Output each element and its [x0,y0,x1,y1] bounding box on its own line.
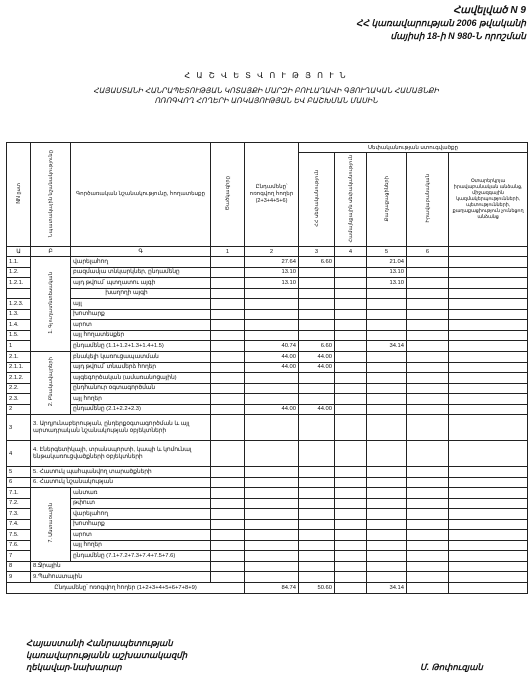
table-row: 1.2.1. այդ թվում՝ պտղատու այգի 13.10 13.10 [7,278,528,289]
table-row: 7.1. 7. Անտառային անտառ [7,488,528,499]
group-forest: 7. Անտառային [31,488,71,562]
header-category: Նպատակային նշանակությունը [31,143,71,247]
table-row: 5 5. Հատուկ պահպանվող տարածքների [7,467,528,478]
header-citizens: Քաղաքացիների [367,153,407,247]
header-state: ՀՀ սեփականություն [299,153,335,247]
table-row: 2.2. ընդհանուր օգտագործման [7,383,528,394]
header-foreign: Օտարերկրյա իրավաբանական անձանց, միջազգային կազմակերպությունների, պետությունների, քաղաքացիություն չունեցող անձանց [449,153,528,247]
table-row: 1.3. խոտհարք [7,309,528,320]
header-code: Ծածկագիրը [211,143,245,247]
table-row: 1.5. այլ հողատեսքեր [7,330,528,341]
table-row: 1.2. բազմամյա տնկարկներ, ընդամենը 13.10 13.10 [7,267,528,278]
table-row: 2.1. 2. Բնակավայրերի բնակելի կառուցապատման 44.00 44.00 [7,352,528,363]
appendix-number: Հավելված N 9 [453,5,526,16]
page-title: Հ Ա Շ Վ Ե Տ Վ Ո Ւ Թ Յ Ո Ւ Ն [184,71,348,80]
table-row: 7.2. թփուտ [7,498,528,509]
subtitle-line-1: ՀԱՅԱՍՏԱՆԻ ՀԱՆՐԱՊԵՏՈՒԹՅԱՆ ԿՈՏԱՅՔԻ ՄԱՐԶԻ ԲՈՒԼԱՂԱՎԻ ԳՅՈՒՂԱԿԱՆ ՀԱՄԱՅՆՔԻ [93,86,439,95]
table-row: 4 4. Էներգետիկայի, տրանսպորտի, կապի և կոմունալ ենթակառուցվածքների օբյեկտների [7,441,528,467]
table-row: 6 6. Հատուկ նշանակության [7,477,528,488]
table-row: 7.5. արոտ [7,530,528,541]
table-row: խաղողի այգի [7,288,528,299]
header-legal: Իրավաբանական [407,153,449,247]
table-row-subtotal: 2 ընդամենը (2.1+2.2+2.3) 44.00 44.00 [7,404,528,415]
table-row: 7.3. վարելահող [7,509,528,520]
table-row: 8 8.Ջրային [7,561,528,572]
table-row: 7.4. խոտհարք [7,519,528,530]
table-row-subtotal: 1 ընդամենը (1.1+1.2+1.3+1.4+1.5) 40.74 6.60 34.14 [7,341,528,352]
header-usage: Գործառական նշանակությունը, հողատեսքը [71,143,211,247]
table-row: 2.1.1. այդ թվում՝ տնամերձ հողեր 44.00 44.00 [7,362,528,373]
header-nn: NN ըստ [7,143,31,247]
table-row-subtotal: 7 ընդամենը (7.1+7.2+7.3+7.4+7.5+7.6) [7,551,528,562]
table-row: 1.2.3. այլ [7,299,528,310]
group-agricultural: 1. Գյուղատնտեսական [31,257,71,352]
table-row: 7.6. այլ հողեր [7,540,528,551]
signatory-position: Հայաստանի Հանրապետության կառավարությանն աշխատակազմի ղեկավար-նախարար [26,638,188,672]
land-report-table [6,142,528,594]
code-row: Ա Բ Գ 1 2 3 4 5 6 [7,247,528,257]
table-row: 2.3. այլ հողեր [7,394,528,405]
grand-total-row: Ընդամենը՝ ոռոգվող հողեր (1+2+3+4+5+6+7+8+9) 84.74 50.60 34.14 [7,582,528,593]
appendix-government: ՀՀ կառավարության 2006 թվականի [356,18,526,28]
table-row: 1.1. 1. Գյուղատնտեսական վարելահող 27.64 6.60 21.04 [7,257,528,268]
table-row: 2.1.2. այգեգործական (ամառանոցային) [7,373,528,384]
group-settlements: 2. Բնակավայրերի [31,352,71,415]
header-ownership: Սեփականության ստուգվածքը [299,143,528,153]
document-header [356,4,526,43]
table-row: 9 9.Պահուստային [7,572,528,583]
subtitle-line-2: ՈՌՈԳՎՈՂ ՀՈՂԵՐԻ ԱՌԿԱՅՈՒԹՅԱՆ ԵՎ ԲԱՇԽՄԱՆ ՄԱՍԻՆ [154,96,378,105]
signatory-name: Մ. Թոփուզյան [420,662,483,672]
appendix-decision: մայիսի 18-ի N 980-Ն որոշման [390,31,526,41]
table-row: 1.4. արոտ [7,320,528,331]
header-total: Ընդամենը՝ ոռոգվող հողեր (2+3+4+5+6) [245,143,299,247]
table-row: 3 3. Արդյունաբերության, ընդերքօգտագործման և այլ արտադրական նշանակության օբյեկտների [7,415,528,441]
header-community: Համայնքային սեփականություն [335,153,367,247]
